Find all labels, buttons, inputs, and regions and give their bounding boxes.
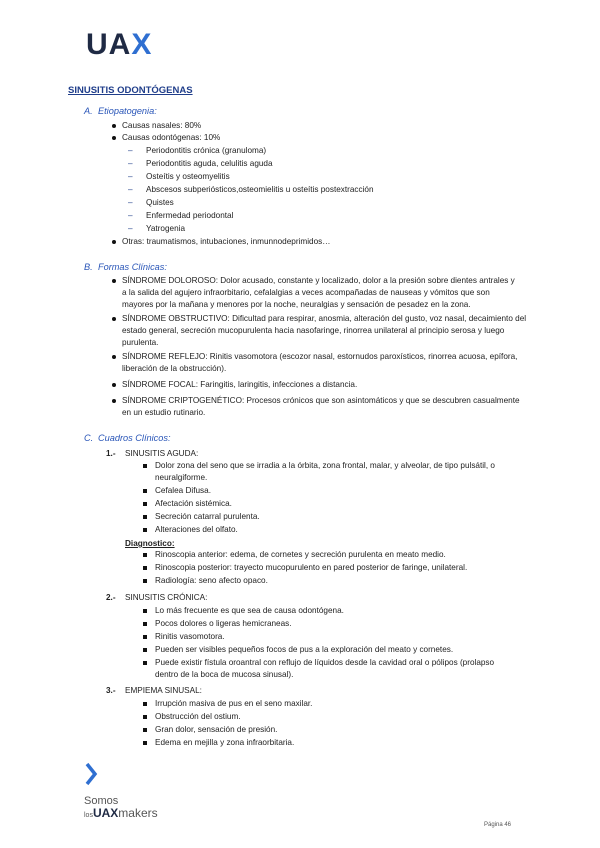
empiema-item: Edema en mejilla y zona infraorbitaria. bbox=[155, 738, 295, 747]
square-bullet-icon bbox=[143, 502, 147, 506]
square-bullet-icon bbox=[143, 515, 147, 519]
bullet-icon bbox=[112, 279, 116, 283]
brand-text: UAX bbox=[92, 806, 119, 820]
square-bullet-icon bbox=[143, 489, 147, 493]
etio-sub-item: Enfermedad periodontal bbox=[146, 211, 234, 220]
etio-sub-item: Yatrogenia bbox=[146, 224, 185, 233]
empiema-number: 3.- bbox=[106, 686, 116, 695]
chevron-right-icon bbox=[84, 762, 98, 786]
bullet-icon bbox=[112, 383, 116, 387]
aguda-item: Afectación sistémica. bbox=[155, 499, 232, 508]
square-bullet-icon bbox=[143, 702, 147, 706]
dash-icon: – bbox=[128, 224, 133, 233]
forma-line: SÍNDROME REFLEJO: Rinitis vasomotora (escozor nasal, estornudos paroxísticos, rinorrea acuosa, epífora, bbox=[122, 352, 518, 361]
etio-sub-item: Periodontitis crónica (granuloma) bbox=[146, 146, 267, 155]
forma-line: SÍNDROME OBSTRUCTIVO: Dificultad para respirar, anosmia, alteración del gusto, voz nasal, decaimiento del bbox=[122, 314, 527, 323]
dash-icon: – bbox=[128, 146, 133, 155]
somos-uaxmakers-logo bbox=[84, 795, 158, 822]
square-bullet-icon bbox=[143, 661, 147, 665]
section-b-heading bbox=[84, 262, 167, 272]
dash-icon: – bbox=[128, 172, 133, 181]
section-a-heading bbox=[84, 106, 157, 116]
square-bullet-icon bbox=[143, 715, 147, 719]
square-bullet-icon bbox=[143, 728, 147, 732]
forma-line: estado general, secreción mucopurulenta hacia nasofaringe, rinorrea unilateral al principio serosa y luego bbox=[122, 326, 505, 335]
uax-logo bbox=[86, 28, 152, 62]
forma-line: SÍNDROME FOCAL: Faringitis, laringitis, infecciones a distancia. bbox=[122, 380, 358, 389]
dash-icon: – bbox=[128, 159, 133, 168]
bullet-icon bbox=[112, 399, 116, 403]
section-c-heading bbox=[84, 433, 171, 443]
aguda-item: Secreción catarral purulenta. bbox=[155, 512, 260, 521]
los-text: los bbox=[84, 812, 93, 819]
section-c-label: Cuadros Clínicos: bbox=[98, 433, 171, 443]
section-b-label: Formas Clínicas: bbox=[98, 262, 167, 272]
cronica-item: Puede existir fístula oroantral con reflujo de líquidos desde la cavidad oral o pólipos (prolapso bbox=[155, 658, 495, 667]
square-bullet-icon bbox=[143, 464, 147, 468]
aguda-item: Dolor zona del seno que se irradia a la órbita, zona frontal, malar, y alveolar, de tipo pulsátil, o bbox=[155, 461, 495, 470]
square-bullet-icon bbox=[143, 566, 147, 570]
cronica-item: dentro de la boca de mucosa sinusal). bbox=[155, 670, 294, 679]
aguda-title: SINUSITIS AGUDA: bbox=[125, 449, 199, 458]
square-bullet-icon bbox=[143, 635, 147, 639]
page-number: Página 46 bbox=[484, 822, 512, 828]
cronica-number: 2.- bbox=[106, 593, 116, 602]
etio-sub-item: Osteítis y osteomyelitis bbox=[146, 172, 230, 181]
empiema-title: EMPIEMA SINUSAL: bbox=[125, 686, 202, 695]
section-a-label: Etiopatogenia: bbox=[98, 106, 157, 116]
bullet-icon bbox=[112, 136, 116, 140]
forma-line: en un estudio rutinario. bbox=[122, 408, 206, 417]
forma-line: purulenta. bbox=[122, 338, 159, 347]
page-title: SINUSITIS ODONTÓGENAS bbox=[68, 85, 193, 96]
square-bullet-icon bbox=[143, 528, 147, 532]
square-bullet-icon bbox=[143, 648, 147, 652]
aguda-item: Alteraciones del olfato. bbox=[155, 525, 238, 534]
forma-line: SÍNDROME CRIPTOGENÉTICO: Procesos crónicos que son asintomáticos y que se descubren casualmente bbox=[122, 396, 520, 405]
dash-icon: – bbox=[128, 198, 133, 207]
etio-otras: Otras: traumatismos, intubaciones, inmunnodeprimidos… bbox=[122, 237, 331, 246]
empiema-item: Gran dolor, sensación de presión. bbox=[155, 725, 278, 734]
section-b-letter: B. bbox=[84, 262, 93, 272]
etio-sub-item: Periodontitis aguda, celulitis aguda bbox=[146, 159, 273, 168]
dash-icon: – bbox=[128, 185, 133, 194]
cronica-item: Rinitis vasomotora. bbox=[155, 632, 225, 641]
aguda-item: Cefalea Difusa. bbox=[155, 486, 211, 495]
forma-line: liberación de la obstrucción). bbox=[122, 364, 227, 373]
cronica-item: Pocos dolores o ligeras hemicraneas. bbox=[155, 619, 292, 628]
etio-sub-item: Quistes bbox=[146, 198, 174, 207]
bullet-icon bbox=[112, 240, 116, 244]
square-bullet-icon bbox=[143, 609, 147, 613]
section-a-letter: A. bbox=[84, 106, 93, 116]
dash-icon: – bbox=[128, 211, 133, 220]
etio-sub-item: Abscesos subperiósticos,osteomielitis u osteítis postextracción bbox=[146, 185, 374, 194]
bullet-icon bbox=[112, 355, 116, 359]
cronica-title: SINUSITIS CRÓNICA: bbox=[125, 593, 208, 602]
square-bullet-icon bbox=[143, 553, 147, 557]
logo-prefix: UA bbox=[86, 28, 132, 61]
forma-line: SÍNDROME DOLOROSO: Dolor acusado, constante y localizado, dolor a la presión sobre dientes antrales y bbox=[122, 276, 515, 285]
section-c-letter: C. bbox=[84, 433, 94, 443]
somos-text: Somos bbox=[84, 795, 119, 807]
diag-item: Radiología: seno afecto opaco. bbox=[155, 576, 268, 585]
bullet-icon bbox=[112, 317, 116, 321]
etio-odontogenas: Causas odontógenas: 10% bbox=[122, 133, 221, 142]
logo-accent: X bbox=[131, 28, 153, 61]
square-bullet-icon bbox=[143, 741, 147, 745]
diagnostico-label: Diagnostico: bbox=[125, 539, 175, 548]
cronica-item: Lo más frecuente es que sea de causa odontógena. bbox=[155, 606, 344, 615]
forma-line: a la salida del agujero infraorbitario, cefalalgias a veces acompañadas de nauseas y vómitos que son bbox=[122, 288, 490, 297]
aguda-item: neuralgiforme. bbox=[155, 473, 208, 482]
square-bullet-icon bbox=[143, 579, 147, 583]
etio-nasales: Causas nasales: 80% bbox=[122, 121, 202, 130]
cronica-item: Pueden ser visibles pequeños focos de pus a la exploración del meato y cornetes. bbox=[155, 645, 454, 654]
diag-item: Rinoscopia anterior: edema, de cornetes y secreción purulenta en meato medio. bbox=[155, 550, 446, 559]
forma-line: mayores por la mañana y menores por la noche, neuralgias y sensación de pesadez en la zona. bbox=[122, 300, 471, 309]
bullet-icon bbox=[112, 124, 116, 128]
empiema-item: Obstrucción del ostium. bbox=[155, 712, 241, 721]
diag-item: Rinoscopia posterior: trayecto mucopurulento en pared posterior de faringe, unilateral. bbox=[155, 563, 468, 572]
aguda-number: 1.- bbox=[106, 449, 116, 458]
square-bullet-icon bbox=[143, 622, 147, 626]
makers-text: makers bbox=[118, 806, 158, 820]
empiema-item: Irrupción masiva de pus en el seno maxilar. bbox=[155, 699, 313, 708]
